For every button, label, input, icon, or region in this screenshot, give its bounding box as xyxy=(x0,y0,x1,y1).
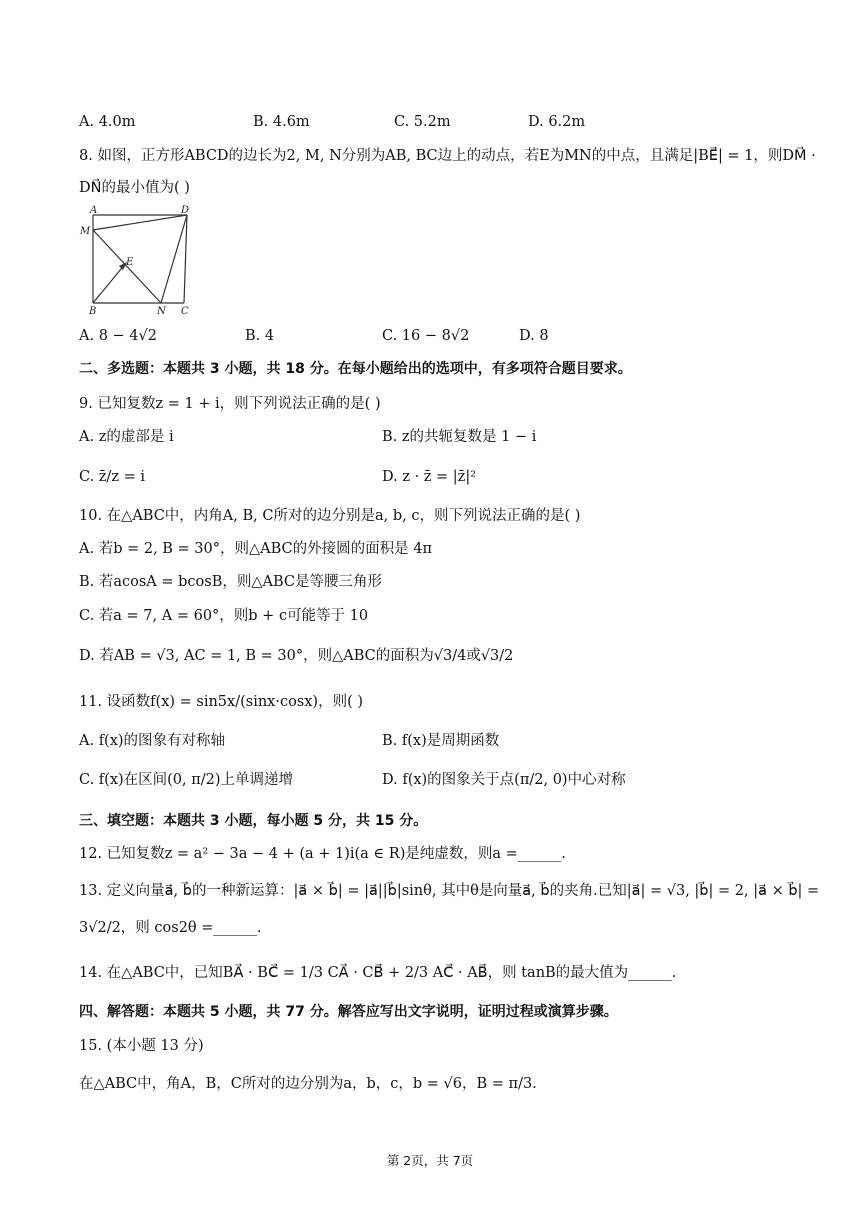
q8-option-c: C. 16 − 8√2 xyxy=(382,328,470,344)
q8-option-a: A. 8 − 4√2 xyxy=(79,328,157,344)
section3-heading: 三、填空题：本题共 3 小题，每小题 5 分，共 15 分。 xyxy=(79,813,428,829)
q11-option-d: D. f(x)的图象关于点(π/2, 0)中心对称 xyxy=(382,772,626,788)
q11-option-b: B. f(x)是周期函数 xyxy=(382,733,500,749)
page-footer: 第 2页，共 7页 xyxy=(386,1153,474,1168)
q7-option-b: B. 4.6m xyxy=(253,114,310,130)
q7-option-c: C. 5.2m xyxy=(394,114,451,130)
q9-option-d: D. z · z̄ = |z̄|² xyxy=(382,469,477,485)
q11-option-c: C. f(x)在区间(0, π/2)上单调递增 xyxy=(79,772,294,788)
q9-option-a: A. z的虚部是 i xyxy=(79,429,174,445)
section4-heading: 四、解答题：本题共 5 小题，共 77 分。解答应写出文字说明，证明过程或演算步骤。 xyxy=(79,1004,618,1020)
q12-stem: 12. 已知复数z = a² − 3a − 4 + (a + 1)i(a ∈ R)是纯虚数，则a =______. xyxy=(79,846,566,862)
q10-option-c: C. 若a = 7, A = 60°，则b + c可能等于 10 xyxy=(79,608,369,624)
q14-stem: 14. 在△ABC中，已知BA⃗ · BC⃗ = 1/3 CA⃗ · CB⃗ + 2/3 AC⃗ · AB⃗，则 tanB的最大值为______. xyxy=(79,965,677,981)
q15-head: 15. (本小题 13 分) xyxy=(79,1038,204,1054)
q10-option-d: D. 若AB = √3, AC = 1, B = 30°，则△ABC的面积为√3/4或√3/2 xyxy=(79,648,514,664)
q10-stem: 10. 在△ABC中，内角A, B, C所对的边分别是a, b, c，则下列说法正确的是( ) xyxy=(79,508,581,524)
q13-line1: 13. 定义向量a⃗, b⃗的一种新运算：|a⃗ × b⃗| = |a⃗||b⃗|sinθ, 其中θ是向量a⃗, b⃗的夹角.已知|a⃗| = √3, |b⃗| = 2, |a⃗ × b⃗| = xyxy=(79,883,820,899)
label-c: C xyxy=(181,306,189,316)
section2-heading: 二、多选题：本题共 3 小题，共 18 分。在每小题给出的选项中，有多项符合题目要求。 xyxy=(79,361,632,377)
q10-option-a: A. 若b = 2, B = 30°，则△ABC的外接圆的面积是 4π xyxy=(79,541,433,557)
q15-stem: 在△ABC中，角A，B，C所对的边分别为a，b，c，b = √6，B = π/3. xyxy=(79,1076,537,1092)
q13-line2: 3√2/2，则 cos2θ =______. xyxy=(79,920,262,936)
q8-option-d: D. 8 xyxy=(519,328,549,344)
label-d: D xyxy=(181,205,190,216)
q8-option-b: B. 4 xyxy=(245,328,275,344)
label-n: N xyxy=(157,306,166,316)
q9-option-b: B. z的共轭复数是 1 − i xyxy=(382,429,537,445)
q8-stem-line1: 8. 如图，正方形ABCD的边长为2, M, N分别为AB, BC边上的动点，若E为MN的中点，且满足|BE⃗| = 1，则DM⃗ · xyxy=(79,148,816,164)
q7-option-d: D. 6.2m xyxy=(528,114,586,130)
label-m: M xyxy=(80,226,91,237)
q11-option-a: A. f(x)的图象有对称轴 xyxy=(79,733,226,749)
q8-stem-line2: DN⃗的最小值为( ) xyxy=(79,180,190,196)
square-figure xyxy=(78,204,198,316)
q11-stem: 11. 设函数f(x) = sin5x/(sinx·cosx)，则( ) xyxy=(79,694,364,710)
q7-option-a: A. 4.0m xyxy=(79,114,136,130)
q9-option-c: C. z̄/z = i xyxy=(79,469,145,485)
label-e: E xyxy=(126,257,134,268)
label-b: B xyxy=(89,306,97,316)
label-a: A xyxy=(90,205,98,216)
q10-option-b: B. 若acosA = bcosB，则△ABC是等腰三角形 xyxy=(79,574,383,590)
q9-stem: 9. 已知复数z = 1 + i，则下列说法正确的是( ) xyxy=(79,396,381,412)
